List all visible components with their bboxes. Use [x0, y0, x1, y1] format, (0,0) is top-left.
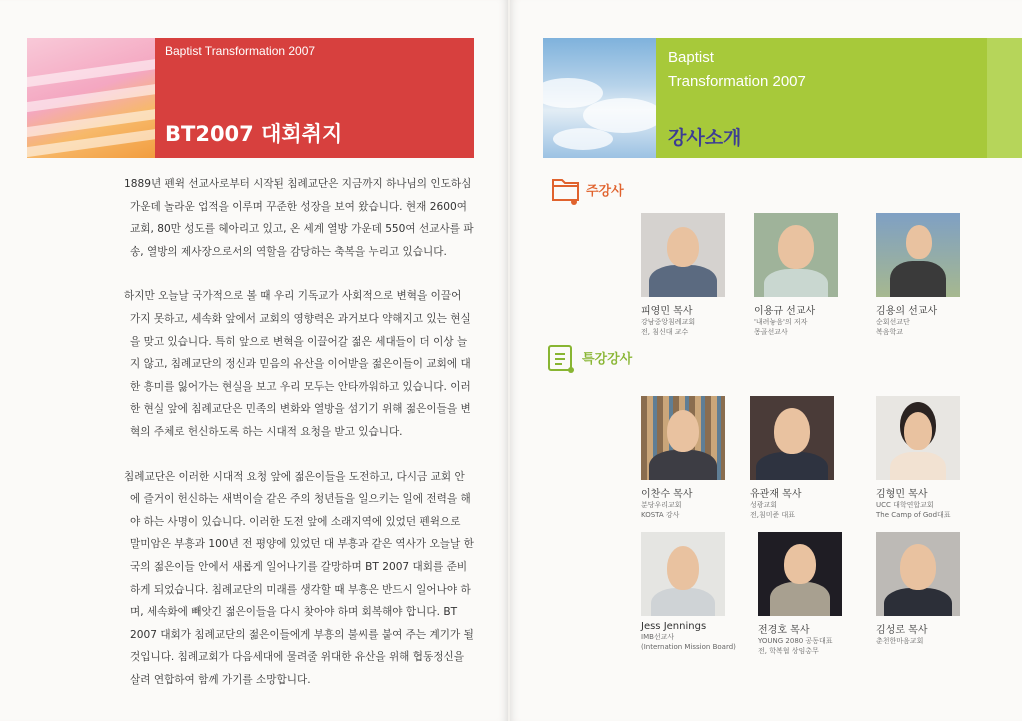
right-header-line1: Baptist — [668, 49, 714, 66]
sky-image — [543, 38, 656, 158]
speaker-role: (Internation Mission Board) — [641, 643, 736, 651]
left-page-title: BT2007 대회취지 — [165, 122, 343, 146]
speaker-role: '내려놓음'의 저자 — [754, 318, 808, 326]
speaker-card — [758, 532, 854, 656]
speaker-card — [641, 532, 737, 652]
speaker-role: 몽골선교사 — [754, 328, 788, 336]
right-page — [510, 0, 1022, 721]
speaker-card — [876, 213, 972, 337]
right-header — [543, 38, 1022, 158]
speaker-photo — [641, 213, 725, 297]
speaker-name: 김형민 목사 — [876, 489, 928, 500]
document-icon — [546, 340, 578, 374]
left-header-bar — [155, 38, 474, 158]
left-header — [27, 38, 474, 158]
left-page — [0, 0, 508, 721]
speaker-photo — [876, 532, 960, 616]
main-speakers-heading — [550, 172, 624, 206]
right-header-line2: Transformation 2007 — [668, 73, 806, 90]
speaker-role: 전, 침신대 교수 — [641, 328, 689, 336]
paper-stack-image — [27, 38, 155, 158]
speaker-name: Jess Jennings — [641, 621, 707, 632]
speaker-card — [641, 396, 737, 520]
speaker-role: 순회선교단 — [876, 318, 910, 326]
speaker-name: 이찬수 목사 — [641, 489, 693, 500]
speaker-name: 전경호 목사 — [758, 625, 810, 636]
speaker-role: 전,침미준 대표 — [750, 511, 796, 519]
right-page-title: 강사소개 — [668, 127, 742, 149]
speaker-photo — [754, 213, 838, 297]
purpose-text — [124, 173, 474, 713]
speaker-role: 분당우리교회 — [641, 501, 682, 509]
paragraph-3: 침례교단은 이러한 시대적 요청 앞에 젊은이들을 도전하고, 다시금 교회 안에 즐거이 헌신하는 새벽이슬 같은 주의 청년들을 일으키는 일에 전력을 해야 하는 사명이 있습니다. 이러한 도전 앞에 소래지역에 있었던 펜윅으로 말미암은 부흥과 100년 전 평양에 있었던 대 부흥과 같은 역사가 오늘날 한국의 젊은이들 안에서 새롭게 일어나기를 갈망하며 BT 2007 대회를 준비하게 되었습니다. 침례교단의 미래를 생각할 때 부흥은 반드시 일어나야 하며, 세속화에 빼앗긴 젊은이들을 다시 찾아야 하며 회복해야 합니다. BT 2007 대회가 침례교단의 젊은이들에게 부흥의 불씨를 붙여 주는 계기가 될 것입니다. 침례교회가 다음세대에 물려줄 위대한 유산을 위해 협동정신을 살려 연합하여 함께 가기를 소망합니다. — [124, 470, 474, 686]
speaker-name: 김용의 선교사 — [876, 306, 938, 317]
speaker-photo — [641, 396, 725, 480]
header-tab — [987, 38, 1022, 158]
folder-icon — [550, 172, 582, 206]
speaker-name: 이용규 선교사 — [754, 306, 816, 317]
speaker-role: The Camp of God대표 — [876, 511, 951, 519]
paragraph-1: 1889년 펜윅 선교사로부터 시작된 침례교단은 지금까지 하나님의 인도하심 가운데 놀라운 업적을 이루며 꾸준한 성장을 보여 왔습니다. 현재 2600여 교회, 80만 성도를 헤아리고 있고, 온 세계 열방 가운데 550여 선교사를 파송, 열방의 제사장으로서의 역할을 감당하는 축복을 누리고 있습니다. — [124, 178, 474, 258]
right-header-bar — [656, 38, 987, 158]
speaker-photo — [750, 396, 834, 480]
speaker-photo — [876, 396, 960, 480]
speaker-card — [750, 396, 846, 520]
left-header-subtitle: Baptist Transformation 2007 — [165, 44, 316, 58]
speaker-role: 성광교회 — [750, 501, 778, 509]
speaker-role: KOSTA 강사 — [641, 511, 680, 519]
speaker-photo — [641, 532, 725, 616]
speaker-photo — [758, 532, 842, 616]
speaker-card — [876, 396, 972, 520]
speaker-card — [641, 213, 737, 337]
speaker-role: 강남중앙침례교회 — [641, 318, 696, 326]
speaker-name: 피영민 목사 — [641, 306, 693, 317]
speaker-card — [876, 532, 972, 646]
speaker-role: YOUNG 2080 공동대표 — [758, 637, 833, 645]
speaker-role: 복음학교 — [876, 328, 904, 336]
special-speakers-heading — [546, 340, 632, 374]
speaker-name: 유관재 목사 — [750, 489, 802, 500]
main-speakers-label: 주강사 — [586, 183, 624, 199]
speaker-photo — [876, 213, 960, 297]
speaker-card — [754, 213, 850, 337]
special-speakers-label: 특강강사 — [582, 351, 633, 367]
speaker-role: UCC 대학연합교회 — [876, 501, 934, 509]
speaker-role: 전, 학복협 상임총무 — [758, 647, 819, 655]
speaker-name: 김성로 목사 — [876, 625, 928, 636]
speaker-role: 춘천한마음교회 — [876, 637, 924, 645]
paragraph-2: 하지만 오늘날 국가적으로 볼 때 우리 기독교가 사회적으로 변혁을 이끌어 가지 못하고, 세속화 앞에서 교회의 영향력은 과거보다 약해지고 있는 현실을 맞고 있습니다. 특히 앞으로 변혁을 이끌어갈 젊은 세대들이 더 이상 늘지 않고, 침례교단의 정신과 믿음의 유산을 이어받을 젊은이들이 교회에 대한 흥미를 잃어가는 현실을 보고 우리 모두는 안타까워하고 있습니다. 이러한 현실 앞에 침례교단은 민족의 변화와 열방을 섬기기 위해 젊은이들을 변혁의 주체로 헌신하도록 하는 시대적 요청을 받고 있습니다. — [124, 290, 471, 438]
speaker-role: IMB선교사 — [641, 633, 675, 641]
